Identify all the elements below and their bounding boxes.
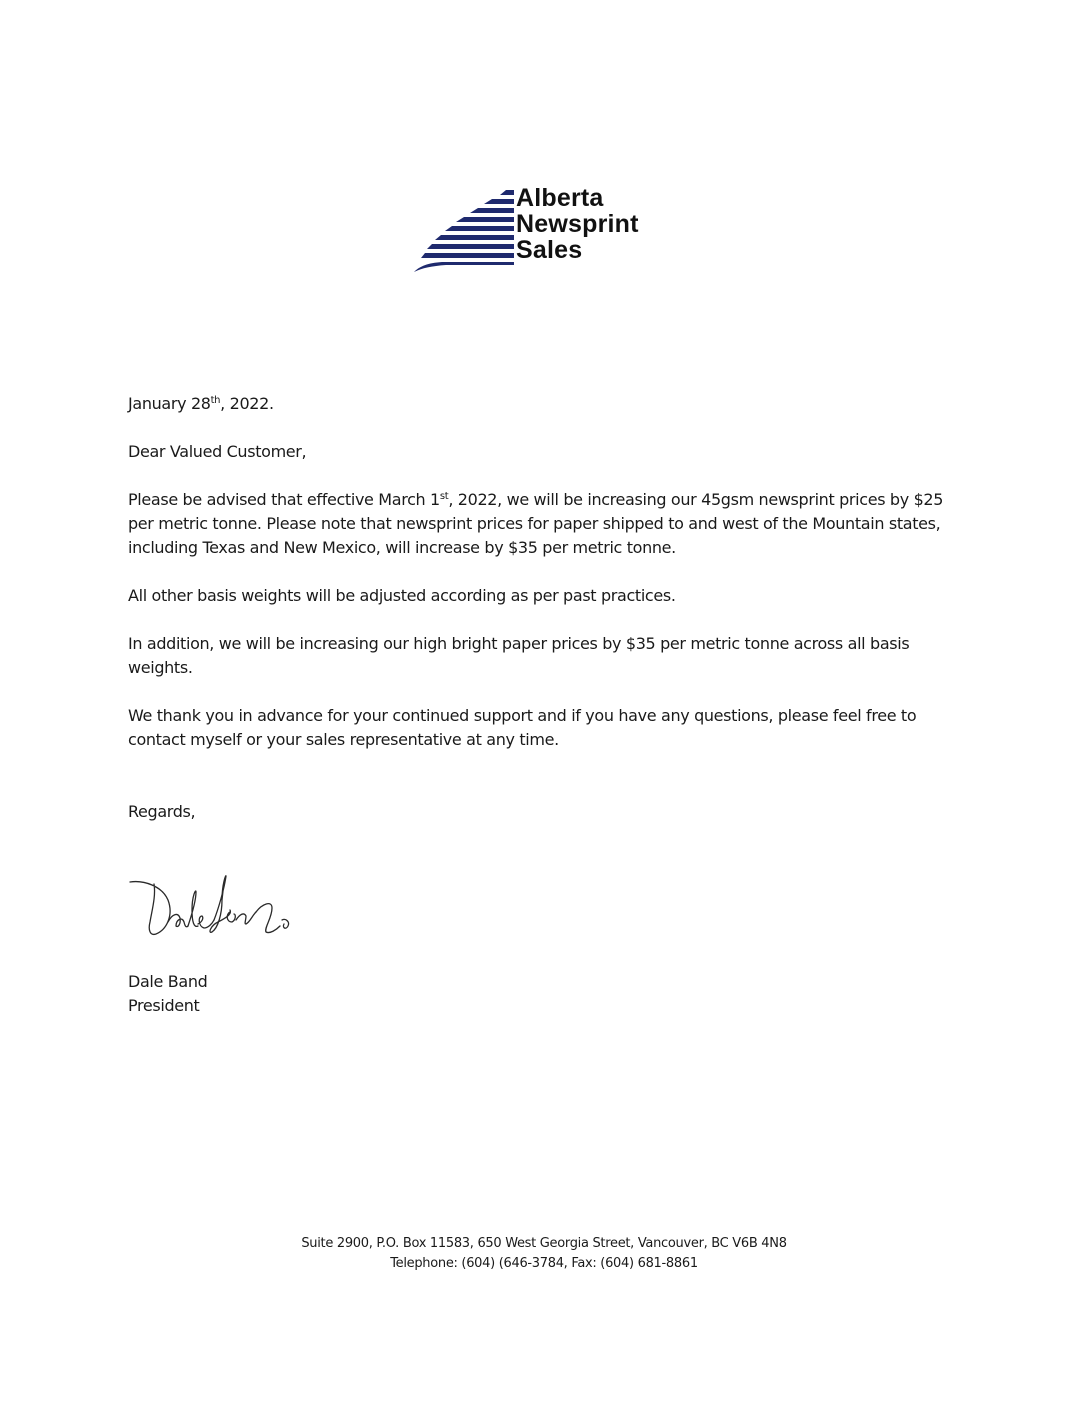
salutation: Dear Valued Customer, [128, 442, 307, 461]
date-year: , 2022. [220, 394, 274, 413]
footer-contact: Telephone: (604) (646-3784, Fax: (604) 681-8861 [390, 1256, 698, 1271]
logo-line-1: Alberta [516, 184, 604, 212]
paragraph-1-start: Please be advised that effective March 1 [128, 490, 440, 509]
logo-stripes-icon [412, 186, 516, 276]
paragraph-1-rest: , 2022, we will be increasing our 45gsm newsprint prices by $25 per metric tonne. Please note that newsprint prices for paper shipped to and west of the Mountain states, including Texas and New Mexico, will increase by $35 per metric tonne. [128, 490, 944, 557]
company-logo [412, 186, 682, 276]
paragraph-1-ordinal: st [439, 491, 449, 502]
signer-block [128, 970, 207, 1018]
signer-title: President [128, 996, 200, 1015]
paragraph-high-bright: In addition, we will be increasing our high bright paper prices by $35 per metric tonne across all basis weights. [128, 634, 910, 677]
paragraph-thanks: We thank you in advance for your continued support and if you have any questions, please feel free to contact myself or your sales representative at any time. [128, 706, 917, 749]
letter-body [128, 392, 958, 824]
closing: Regards, [128, 802, 196, 821]
signer-name: Dale Band [128, 972, 208, 991]
date-main: January 28 [128, 394, 211, 413]
footer-address: Suite 2900, P.O. Box 11583, 650 West Georgia Street, Vancouver, BC V6B 4N8 [301, 1236, 787, 1251]
logo-line-2: Newsprint [516, 210, 639, 238]
paragraph-price-increase [128, 488, 958, 560]
logo-line-3: Sales [516, 236, 583, 264]
letter-date [128, 392, 958, 416]
date-ordinal: th [210, 395, 221, 406]
logo-wordmark [516, 186, 639, 264]
handwritten-signature [126, 870, 306, 942]
letterhead-footer [0, 1234, 1088, 1274]
paragraph-basis-weights: All other basis weights will be adjusted according as per past practices. [128, 586, 676, 605]
